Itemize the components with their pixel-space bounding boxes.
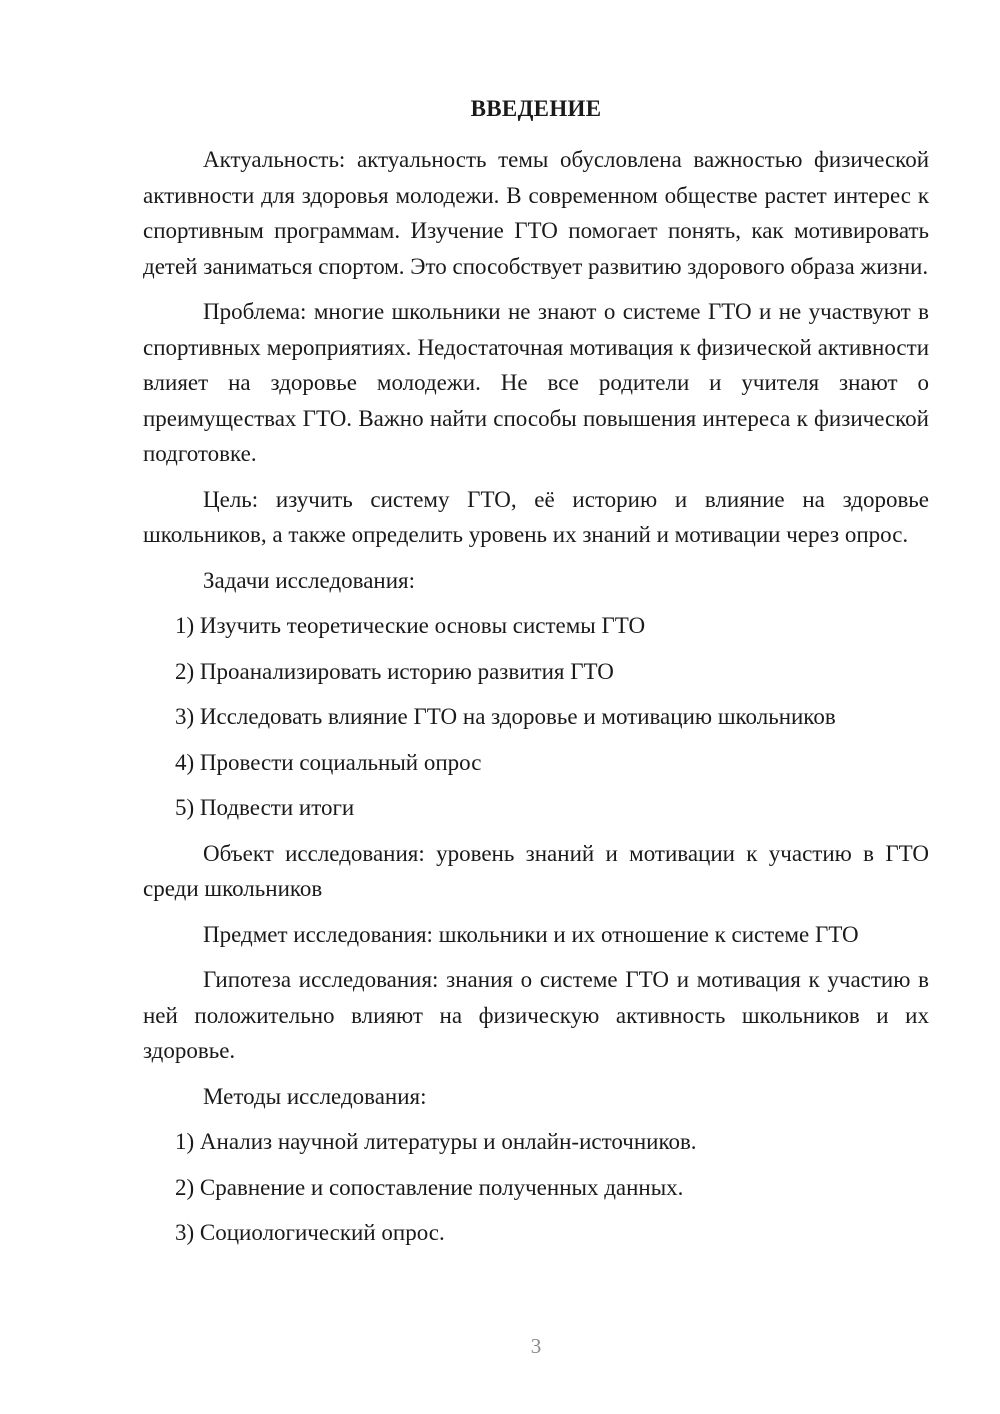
list-item: 3) Исследовать влияние ГТО на здоровье и мотивацию школьников bbox=[175, 704, 836, 729]
paragraph-relevance: Актуальность: актуальность темы обусловлена важностью физической активности для здоровья молодежи. В современном обществе растет интерес к спортивным программам. Изучение ГТО помогает понять, как мотивировать детей заниматься спортом. Это способствует развитию здорового образа жизни. bbox=[143, 147, 929, 279]
list-item: 1) Анализ научной литературы и онлайн-источников. bbox=[175, 1129, 697, 1154]
paragraph-hypothesis: Гипотеза исследования: знания о системе ГТО и мотивация к участию в ней положительно влияют на физическую активность школьников и их здоровье. bbox=[143, 967, 929, 1063]
paragraph-object: Объект исследования: уровень знаний и мотивации к участию в ГТО среди школьников bbox=[143, 840, 929, 901]
list-item: 2) Сравнение и сопоставление полученных данных. bbox=[175, 1174, 684, 1200]
list-item: 2) Проанализировать историю развития ГТО bbox=[175, 658, 614, 684]
list-item: 1) Изучить теоретические основы системы ГТО bbox=[175, 613, 646, 638]
tasks-list bbox=[143, 608, 929, 826]
paragraph-problem: Проблема: многие школьники не знают о системе ГТО и не участвуют в спортивных мероприятиях. Недостаточная мотивация к физической активности влияет на здоровье молодежи. Не все родители и учителя знают о преимуществах ГТО. Важно найти способы повышения интереса к физической подготовке. bbox=[143, 299, 929, 466]
tasks-heading: Задачи исследования: bbox=[203, 567, 416, 593]
methods-heading: Методы исследования: bbox=[203, 1083, 427, 1109]
page-number: 3 bbox=[530, 1334, 542, 1358]
document-body bbox=[143, 142, 929, 1261]
list-item: 5) Подвести итоги bbox=[175, 795, 355, 820]
list-item: 3) Социологический опрос. bbox=[175, 1220, 445, 1245]
paragraph-goal: Цель: изучить систему ГТО, её историю и влияние на здоровье школьников, а также определить уровень их знаний и мотивации через опрос. bbox=[143, 486, 929, 547]
methods-list bbox=[143, 1124, 929, 1251]
section-title: ВВЕДЕНИЕ bbox=[470, 96, 602, 121]
list-item: 4) Провести социальный опрос bbox=[175, 749, 482, 775]
paragraph-subject: Предмет исследования: школьники и их отношение к системе ГТО bbox=[203, 921, 859, 947]
